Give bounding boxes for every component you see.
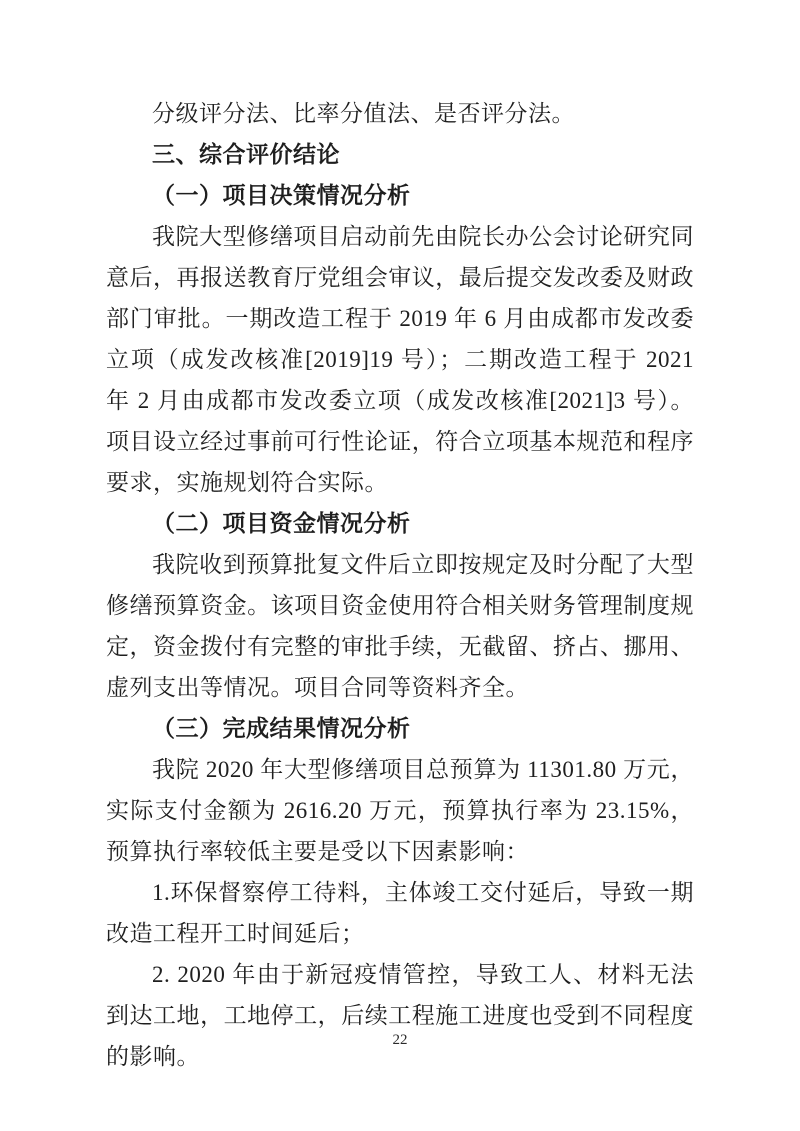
heading-subsection-1: （一）项目决策情况分析	[152, 182, 411, 208]
heading-subsection-3: （三）完成结果情况分析	[152, 715, 411, 741]
paragraph-reason-2: 2. 2020 年由于新冠疫情管控，导致工人、材料无法到达工地，工地停工，后续工程施工进度也受到不同程度的影响。	[106, 962, 694, 1069]
paragraph-project-decision: 我院大型修缮项目启动前先由院长办公会讨论研究同意后，再报送教育厅党组会审议，最后提交发改委及财政部门审批。一期改造工程于 2019 年 6 月由成都市发改委立项（成发改核准[2019]19 号）；二期改造工程于 2021 年 2 月由成都市发改委立项（成发改核准[2021]3 号）。项目设立经过事前可行性论证，符合立项基本规范和程序要求，实施规划符合实际。	[106, 224, 694, 495]
heading-subsection-2: （二）项目资金情况分析	[152, 510, 411, 536]
paragraph-project-funds: 我院收到预算批复文件后立即按规定及时分配了大型修缮预算资金。该项目资金使用符合相关财务管理制度规定，资金拨付有完整的审批手续，无截留、挤占、挪用、虚列支出等情况。项目合同等资料齐全。	[106, 552, 694, 700]
paragraph-reason-1: 1.环保督察停工待料，主体竣工交付延后，导致一期改造工程开工时间延后；	[106, 880, 694, 946]
paragraph-budget-execution: 我院 2020 年大型修缮项目总预算为 11301.80 万元，实际支付金额为 2616.20 万元，预算执行率为 23.15%，预算执行率较低主要是受以下因素影响：	[106, 757, 694, 864]
page-number: 22	[392, 1032, 408, 1048]
heading-section-3: 三、综合评价结论	[152, 141, 340, 167]
document-body	[106, 93, 694, 1077]
paragraph-scoring-methods: 分级评分法、比率分值法、是否评分法。	[152, 101, 575, 126]
